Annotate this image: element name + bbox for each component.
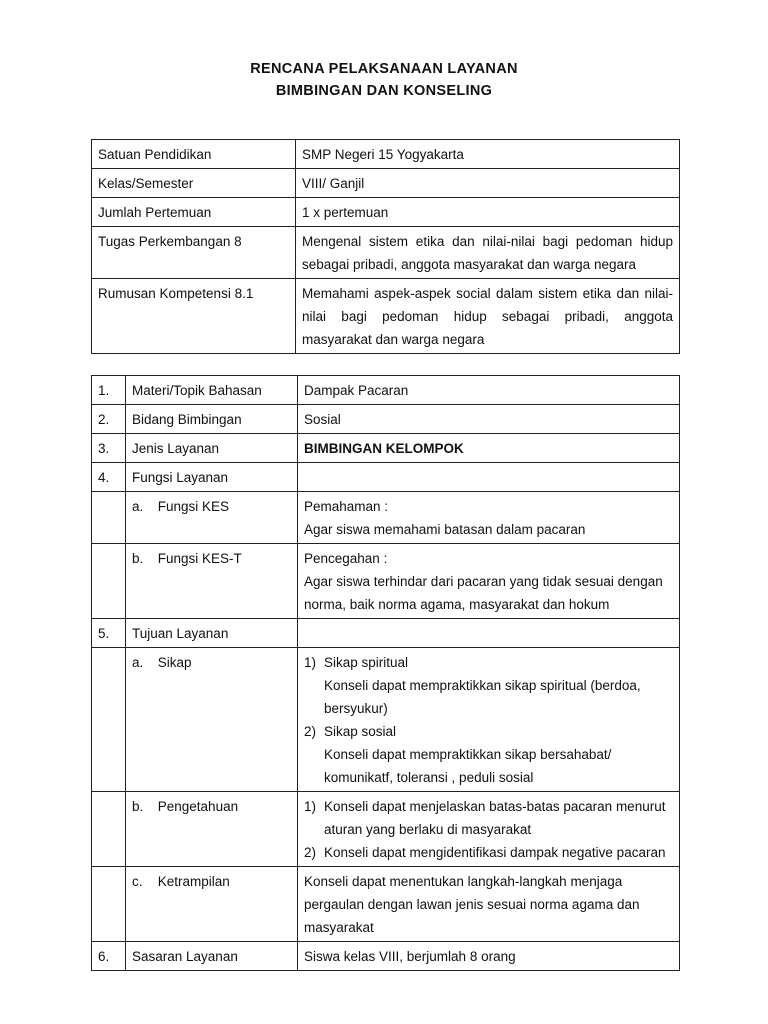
sub-letter: a. [132,655,144,670]
info-value: VIII/ Ganjil [296,169,680,198]
value-line: Agar siswa terhindar dari pacaran yang tidak sesuai dengan norma, baik norma agama, masyarakat dan hokum [304,574,663,612]
table-row [92,792,680,867]
info-label: Tugas Perkembangan 8 [92,227,296,279]
value-line: Pencegahan : [304,551,388,566]
row-label: Fungsi Layanan [126,463,298,492]
table-row [92,227,680,279]
row-label [126,792,298,867]
row-number: 2. [92,405,126,434]
row-value [298,463,680,492]
list-number: 2) [304,724,317,739]
table-row [92,279,680,354]
list-item [304,841,673,864]
row-number: 3. [92,434,126,463]
row-value: BIMBINGAN KELOMPOK [298,434,680,463]
info-value: SMP Negeri 15 Yogyakarta [296,140,680,169]
sub-letter: a. [132,499,144,514]
table-row [92,376,680,405]
info-label: Jumlah Pertemuan [92,198,296,227]
row-label [126,648,298,792]
row-number-empty [92,544,126,619]
row-label: Materi/Topik Bahasan [126,376,298,405]
row-label: Tujuan Layanan [126,619,298,648]
info-value: 1 x pertemuan [296,198,680,227]
row-value: Dampak Pacaran [298,376,680,405]
document-title [0,58,768,102]
info-label: Rumusan Kompetensi 8.1 [92,279,296,354]
table-row [92,492,680,544]
row-value: Konseli dapat menentukan langkah-langkah menjaga pergaulan dengan lawan jenis sesuai norma agama dan masyarakat [298,867,680,942]
list-text: Konseli dapat mengidentifikasi dampak negative pacaran [324,845,666,860]
table-row [92,198,680,227]
row-number: 1. [92,376,126,405]
sub-label: Ketrampilan [157,874,230,889]
list-item-body: Konseli dapat mempraktikkan sikap spiritual (berdoa, bersyukur) [324,678,641,716]
row-number: 6. [92,942,126,971]
table-row [92,619,680,648]
sub-label: Fungsi KES-T [157,551,242,566]
info-value: Mengenal sistem etika dan nilai-nilai bagi pedoman hidup sebagai pribadi, anggota masyarakat dan warga negara [296,227,680,279]
sub-label: Pengetahuan [157,799,239,814]
row-number: 4. [92,463,126,492]
row-value [298,792,680,867]
list-item [304,720,673,743]
row-value: Sosial [298,405,680,434]
sub-letter: b. [132,799,144,814]
table-row [92,434,680,463]
row-label: Bidang Bimbingan [126,405,298,434]
title-line-1: RENCANA PELAKSANAAN LAYANAN [250,61,518,77]
info-label: Kelas/Semester [92,169,296,198]
row-number-empty [92,648,126,792]
row-number-empty [92,792,126,867]
list-item-body: Konseli dapat mempraktikkan sikap bersahabat/ komunikatf, toleransi , peduli sosial [324,747,612,785]
sub-label: Fungsi KES [157,499,230,514]
row-number-empty [92,867,126,942]
service-plan-table [91,375,680,971]
table-row [92,140,680,169]
row-label [126,492,298,544]
sub-label: Sikap [157,655,192,670]
list-text: Konseli dapat menjelaskan batas-batas pacaran menurut aturan yang berlaku di masyarakat [324,799,666,837]
list-number: 1) [304,799,317,814]
info-label: Satuan Pendidikan [92,140,296,169]
table-row [92,544,680,619]
row-value [298,619,680,648]
title-line-2: BIMBINGAN DAN KONSELING [275,83,493,99]
value-line: Agar siswa memahami batasan dalam pacaran [304,522,586,537]
row-value: Siswa kelas VIII, berjumlah 8 orang [298,942,680,971]
row-label: Sasaran Layanan [126,942,298,971]
row-value [298,492,680,544]
sub-letter: c. [132,874,143,889]
row-number-empty [92,492,126,544]
row-label: Jenis Layanan [126,434,298,463]
row-label [126,867,298,942]
table-row [92,463,680,492]
table-row [92,169,680,198]
list-heading: Sikap sosial [324,724,397,739]
row-value [298,544,680,619]
list-number: 2) [304,845,317,860]
row-number: 5. [92,619,126,648]
table-row [92,405,680,434]
sub-letter: b. [132,551,144,566]
table-row [92,648,680,792]
list-number: 1) [304,655,317,670]
identity-table [91,139,680,354]
value-line: Pemahaman : [304,499,389,514]
list-item [304,651,673,674]
row-label [126,544,298,619]
info-value: Memahami aspek-aspek social dalam sistem etika dan nilai-nilai bagi pedoman hidup sebagai pribadi, anggota masyarakat dan warga negara [296,279,680,354]
table-row [92,867,680,942]
row-value [298,648,680,792]
table-row [92,942,680,971]
list-item [304,795,673,841]
list-heading: Sikap spiritual [324,655,409,670]
